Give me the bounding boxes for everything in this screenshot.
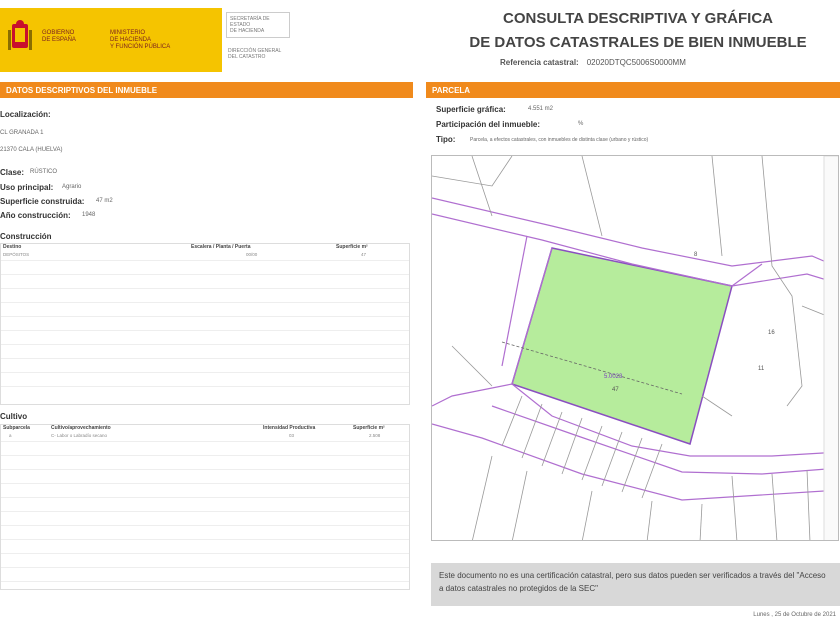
clase-value: RÚSTICO	[30, 169, 57, 175]
construccion-header-superficie: Superficie m²	[336, 244, 368, 250]
construccion-cell-superficie: 47	[361, 252, 367, 257]
issue-date: Lunes , 25 de Octubre de 2021	[753, 612, 836, 618]
anio-construccion-label: Año construcción:	[0, 211, 71, 220]
construccion-title: Construcción	[0, 232, 52, 241]
cadastral-map-drawing	[432, 156, 839, 541]
cultivo-title: Cultivo	[0, 412, 28, 421]
cadastral-map[interactable]	[431, 155, 839, 541]
cultivo-header-cultivo: Cultivo/aprovechamiento	[51, 425, 111, 431]
cultivo-header-superficie: Superficie m²	[353, 425, 385, 431]
cultivo-header-subparcela: Subparcela	[3, 425, 30, 431]
construccion-header-planta: Escalera / Planta / Puerta	[191, 244, 251, 250]
government-label: GOBIERNO DE ESPAÑA	[42, 30, 76, 43]
parcela-section-header: PARCELA	[426, 82, 840, 98]
disclaimer-note: Este documento no es una certificación catastral, pero sus datos pueden ser verificados a través del "Acceso a datos catastrales no protegidos de la SEC"	[431, 563, 840, 606]
lot-number-11: 11	[758, 366, 765, 372]
localizacion-line-2: 21370 CALA (HUELVA)	[0, 147, 63, 153]
cultivo-cell-cultivo: C- Labor o Labradío secano	[51, 433, 108, 438]
cultivo-header-intensidad: Intensidad Productiva	[263, 425, 316, 431]
lot-number-8: 8	[694, 252, 698, 258]
lot-number-16: 16	[768, 330, 775, 336]
parcel-number-label: 47	[612, 387, 619, 393]
secretaria-label: SECRETARÍA DE ESTADO DE HACIENDA	[226, 12, 290, 38]
cultivo-table	[0, 424, 410, 590]
superficie-construida-value: 47 m2	[96, 198, 113, 204]
document-title-line-1: CONSULTA DESCRIPTIVA Y GRÁFICA	[502, 10, 773, 27]
tipo-value: Parcela, a efectos catastrales, con inmuebles de distinta clase (urbano y rústico)	[470, 137, 649, 143]
construccion-cell-planta: 00/00	[246, 252, 258, 257]
anio-construccion-value: 1948	[82, 212, 96, 218]
descriptive-data-section-header: DATOS DESCRIPTIVOS DEL INMUEBLE	[0, 82, 413, 98]
uso-value: Agrario	[62, 184, 82, 190]
participacion-label: Participación del inmueble:	[436, 120, 541, 129]
superficie-grafica-value: 4.551 m2	[528, 106, 554, 112]
construccion-header-destino: Destino	[3, 244, 22, 250]
cultivo-cell-superficie: 2.508	[369, 433, 381, 438]
localizacion-line-1: CL GRANADA 1	[0, 130, 44, 136]
parcel-code-label: 5.0023	[604, 374, 623, 380]
superficie-construida-label: Superficie construida:	[0, 197, 85, 206]
superficie-grafica-label: Superficie gráfica:	[436, 105, 506, 114]
localizacion-label: Localización:	[0, 110, 51, 119]
direccion-label: DIRECCIÓN GENERAL DEL CATASTRO	[228, 48, 282, 60]
cultivo-cell-intensidad: 03	[289, 433, 295, 438]
clase-label: Clase:	[0, 168, 25, 177]
participacion-value: %	[578, 121, 584, 127]
header	[0, 0, 840, 80]
tipo-label: Tipo:	[436, 135, 456, 144]
coat-of-arms-icon	[6, 18, 34, 58]
document-title-line-2: DE DATOS CATASTRALES DE BIEN INMUEBLE	[469, 34, 807, 51]
construccion-cell-destino: DEPÓSITOS	[3, 252, 30, 257]
cadastral-reference: Referencia catastral: 02020DTQC5006S0000MM	[500, 58, 686, 67]
government-logo-block	[0, 8, 222, 72]
cultivo-cell-subparcela: a	[9, 433, 12, 438]
construccion-table	[0, 243, 410, 405]
uso-label: Uso principal:	[0, 183, 54, 192]
ministry-label: MINISTERIO DE HACIENDA Y FUNCIÓN PÚBLICA	[110, 30, 171, 50]
